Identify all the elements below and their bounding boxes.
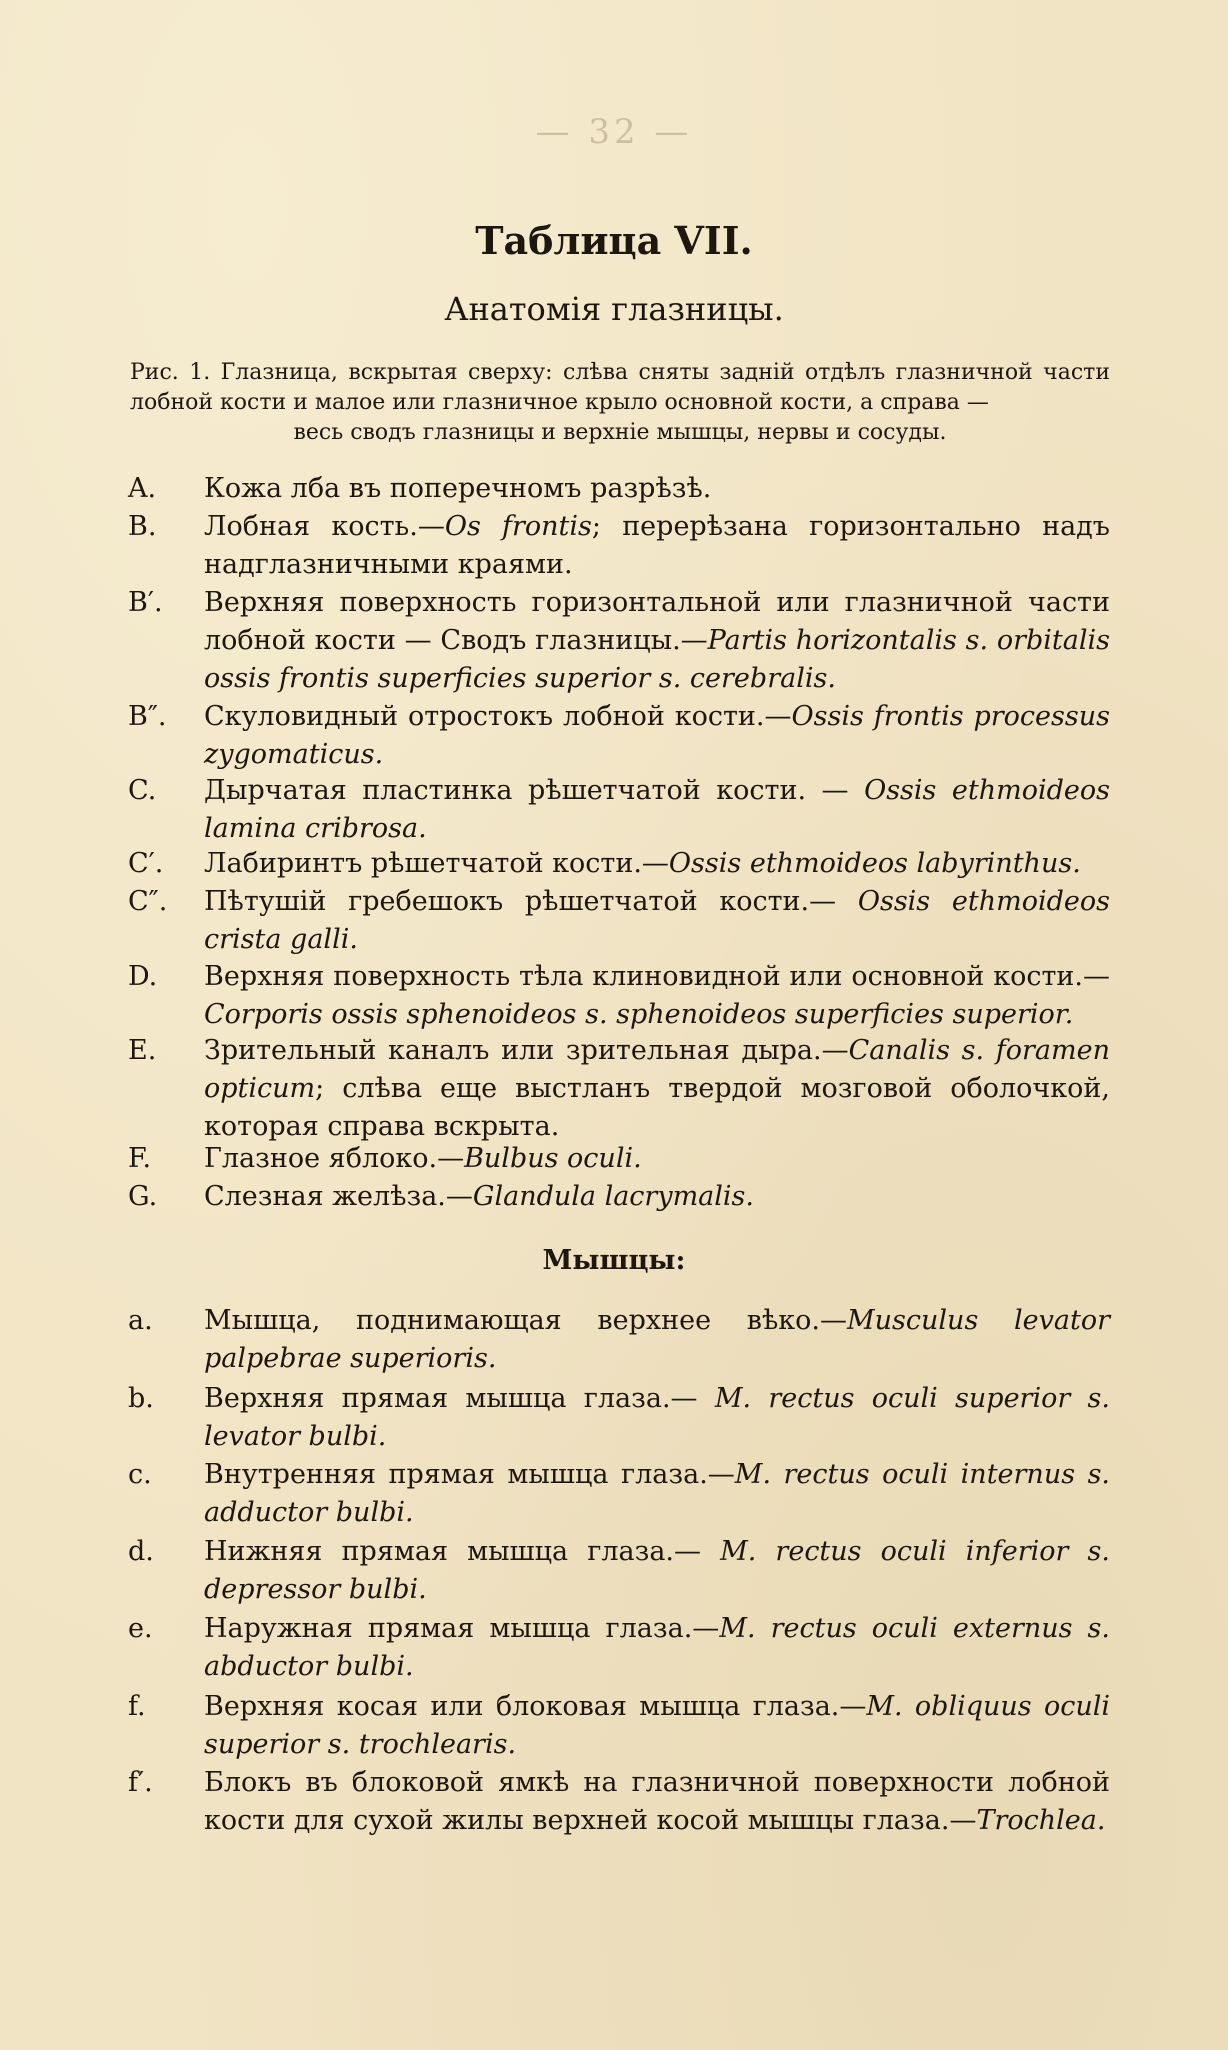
legend-text: Лабиринтъ рѣшетчатой кости.— — [204, 848, 669, 879]
legend-letter: B″. — [128, 701, 167, 732]
legend-letter: B′. — [128, 587, 163, 618]
legend-letter: C′. — [128, 848, 164, 879]
legend-entry-A — [128, 470, 1110, 508]
legend-entry-B — [128, 508, 1110, 584]
legend-letter: F. — [128, 1143, 152, 1174]
legend-entry-f-prime — [128, 1764, 1110, 1840]
legend-text: Пѣтушій гребешокъ рѣшетчатой кости.— — [204, 886, 858, 917]
legend-latin: M. rectus oculi internus s. adductor bulbi. — [204, 1459, 1111, 1528]
legend-latin: Corporis ossis sphenoideos s. sphenoideos superficies superior. — [204, 999, 1074, 1030]
legend-letter: f. — [128, 1691, 146, 1722]
legend-latin: Bulbus oculi. — [464, 1143, 642, 1174]
legend-latin: Ossis ethmoideos labyrinthus. — [668, 848, 1081, 879]
legend-letter: A. — [128, 473, 157, 504]
legend-text: Нижняя прямая мышца глаза.— — [204, 1536, 721, 1567]
legend-text: Внутренняя прямая мышца глаза.— — [204, 1459, 735, 1490]
legend-latin: Musculus levator palpebrae superioris. — [204, 1305, 1111, 1374]
legend-letter: f′. — [128, 1767, 153, 1798]
page-title: Таблица VII. — [475, 218, 753, 263]
legend-text: Верхняя поверхность тѣла клиновидной или основной кости.— — [204, 961, 1110, 992]
legend-latin: Ossis ethmoideos lamina cribrosa. — [204, 775, 1110, 844]
legend-text: Верхняя косая или блоковая мышца глаза.— — [204, 1691, 867, 1722]
legend-text: Блокъ въ блоковой ямкѣ на глазничной поверхности лобной кости для сухой жилы верхней косой мышцы глаза.— — [204, 1767, 1110, 1836]
legend-latin: M. rectus oculi inferior s. depressor bulbi. — [204, 1536, 1110, 1605]
legend-letter: b. — [128, 1383, 154, 1414]
legend-entry-B-prime — [128, 584, 1110, 698]
legend-entry-C-double-prime — [128, 883, 1110, 959]
legend-entry-F — [128, 1140, 1110, 1178]
legend-entry-D — [128, 958, 1110, 1034]
legend-letter: c. — [128, 1459, 152, 1490]
legend-letter: E. — [128, 1035, 157, 1066]
legend-letter: B. — [128, 511, 157, 542]
legend-latin: M. rectus oculi superior s. levator bulbi. — [204, 1383, 1110, 1452]
legend-letter: a. — [128, 1305, 153, 1336]
legend-text: Дырчатая пластинка рѣшетчатой кости. — — [204, 775, 865, 806]
legend-entry-f — [128, 1688, 1110, 1764]
legend-text: Глазное яблоко.— — [204, 1143, 465, 1174]
legend-entry-d — [128, 1533, 1110, 1609]
page-number: — 32 — — [535, 112, 693, 152]
legend-text: Наружная прямая мышца глаза.— — [204, 1613, 720, 1644]
legend-entry-a — [128, 1302, 1110, 1378]
legend-text: Зрительный каналъ или зрительная дыра.— — [204, 1035, 849, 1066]
legend-letter: e. — [128, 1613, 153, 1644]
legend-entry-G — [128, 1178, 1110, 1216]
legend-latin: M. rectus oculi externus s. abductor bulbi. — [204, 1613, 1110, 1682]
legend-entry-E — [128, 1032, 1110, 1146]
legend-latin: Ossis frontis processus zygomaticus. — [204, 701, 1110, 770]
caption-last-line: весь сводъ глазницы и верхніе мышцы, нервы и сосуды. — [293, 420, 947, 445]
legend-text: Верхняя прямая мышца глаза.— — [204, 1383, 715, 1414]
legend-entry-B-double-prime — [128, 698, 1110, 774]
legend-text: Лобная кость.— — [204, 511, 445, 542]
legend-letter: d. — [128, 1536, 154, 1567]
legend-latin: Os frontis — [444, 511, 592, 542]
legend-text: Кожа лба въ поперечномъ разрѣзѣ. — [204, 473, 712, 504]
legend-letter: C″. — [128, 886, 168, 917]
legend-latin: M. obliquus oculi superior s. trochlearis. — [204, 1691, 1110, 1760]
legend-latin: Canalis s. foramen opticum — [204, 1035, 1110, 1104]
section-heading-muscles: Мышцы: — [542, 1245, 686, 1276]
page-subtitle: Анатомія глазницы. — [444, 290, 784, 328]
legend-entry-C — [128, 772, 1110, 848]
legend-entry-c — [128, 1456, 1110, 1532]
legend-letter: D. — [128, 961, 158, 992]
legend-text: Мышца, поднимающая верхнее вѣко.— — [204, 1305, 848, 1336]
legend-text: Скуловидный отростокъ лобной кости.— — [204, 701, 792, 732]
legend-entry-C-prime — [128, 845, 1110, 883]
legend-text-tail: ; слѣва еще выстланъ твердой мозговой оболочкой, которая справа вскрыта. — [204, 1073, 1110, 1142]
legend-latin: Ossis ethmoideos crista galli. — [204, 886, 1110, 955]
legend-text-tail: ; перерѣзана горизонтально надъ надглазничными краями. — [204, 511, 1110, 580]
legend-entry-e — [128, 1610, 1110, 1686]
legend-entry-b — [128, 1380, 1110, 1456]
legend-letter: C. — [128, 775, 157, 806]
legend-latin: Partis horizontalis s. orbitalis ossis frontis superficies superior s. cerebralis. — [204, 625, 1110, 694]
legend-latin: Trochlea. — [976, 1805, 1106, 1836]
legend-letter: G. — [128, 1181, 158, 1212]
legend-latin: Glandula lacrymalis. — [472, 1181, 754, 1212]
legend-text: Слезная желѣза.— — [204, 1181, 473, 1212]
figure-caption — [130, 358, 1110, 448]
caption-text: Рис. 1. Глазница, вскрытая сверху: слѣва сняты задній отдѣлъ глазничной части лобной кости и малое или глазничное крыло основной кости, а справа — — [130, 360, 1110, 415]
legend-text: Верхняя поверхность горизонтальной или глазничной части лобной кости — Сводъ глазницы.— — [204, 587, 1110, 656]
